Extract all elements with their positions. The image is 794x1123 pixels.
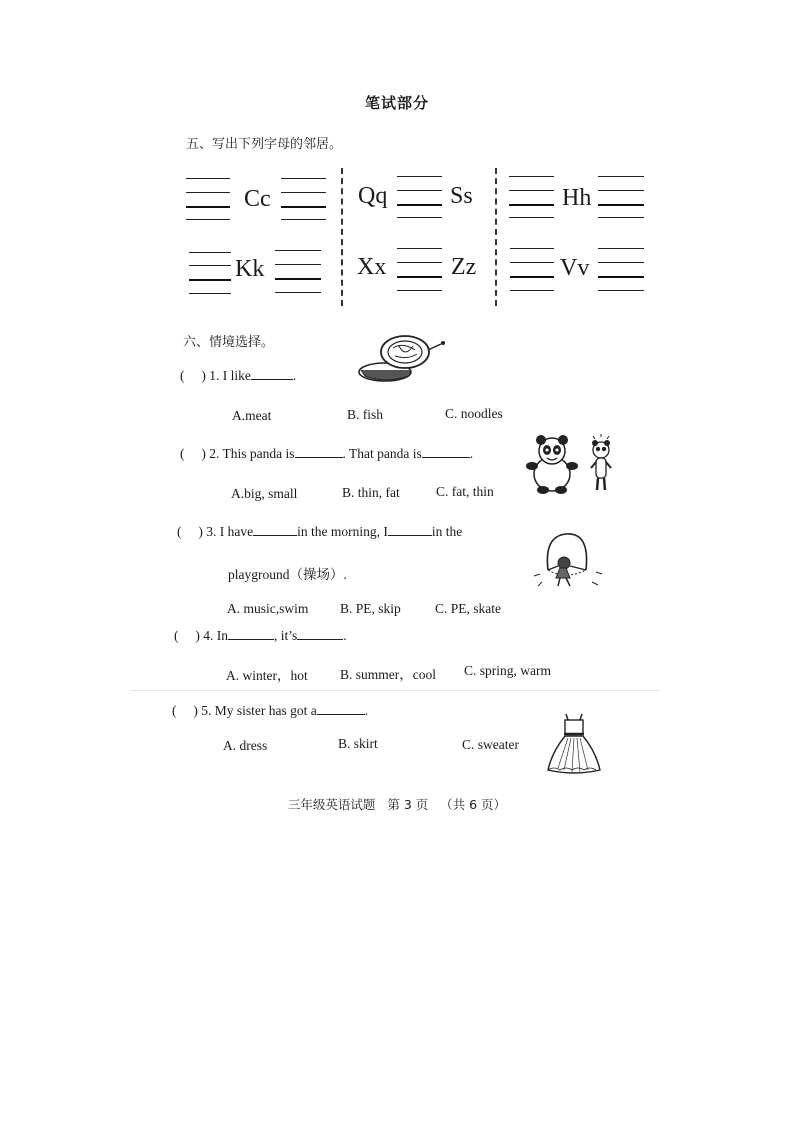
blank[interactable]	[295, 446, 343, 458]
blank[interactable]	[251, 368, 293, 380]
answer-bracket[interactable]: ( )	[180, 368, 206, 383]
question-5: ( ) 5. My sister has got a .	[172, 703, 369, 718]
blank[interactable]	[253, 524, 297, 536]
option-a[interactable]: A.big, small	[231, 486, 298, 501]
question-4: ( ) 4. In , it’s .	[174, 628, 347, 643]
column-separator	[341, 168, 343, 306]
question-2: ( ) 2. This panda is . That panda is .	[180, 446, 474, 461]
letter-hh: Hh	[562, 185, 592, 211]
option-c[interactable]: C. fat, thin	[436, 484, 494, 499]
section-5-heading: 五、写出下列字母的邻居。	[186, 137, 343, 152]
question-3-line-2: playground（操场）.	[228, 567, 347, 582]
divider	[130, 690, 660, 691]
blank[interactable]	[422, 446, 470, 458]
pandas-illustration	[525, 434, 617, 496]
option-c[interactable]: C. noodles	[445, 406, 503, 421]
blank[interactable]	[388, 524, 432, 536]
jump-rope-illustration	[530, 530, 608, 592]
page-title: 笔试部分	[364, 94, 429, 112]
option-a[interactable]: A. winter，hot	[226, 668, 308, 683]
letter-qq: Qq	[358, 183, 388, 209]
blank[interactable]	[228, 628, 274, 640]
option-b[interactable]: B. summer，cool	[340, 667, 436, 682]
page-footer: 三年级英语试题 第 3 页 （共 6 页）	[287, 797, 507, 812]
letter-kk: Kk	[235, 256, 265, 282]
letter-ss: Ss	[450, 183, 473, 209]
letter-cc: Cc	[244, 186, 271, 212]
option-a[interactable]: A. music,swim	[227, 601, 309, 616]
option-a[interactable]: A. dress	[223, 738, 268, 753]
question-1: ( ) 1. I like .	[180, 368, 297, 383]
question-3: ( ) 3. I have in the morning, I in the	[177, 524, 463, 539]
option-c[interactable]: C. sweater	[462, 737, 519, 752]
letter-xx: Xx	[357, 254, 387, 280]
option-b[interactable]: B. fish	[347, 407, 384, 422]
option-b[interactable]: B. PE, skip	[340, 601, 401, 616]
answer-bracket[interactable]: ( )	[180, 446, 206, 461]
letter-vv: Vv	[560, 255, 590, 281]
meat-illustration	[355, 332, 450, 384]
option-a[interactable]: A.meat	[232, 408, 272, 423]
option-c[interactable]: C. PE, skate	[435, 601, 501, 616]
column-separator	[495, 168, 497, 306]
letter-zz: Zz	[451, 254, 477, 280]
section-6-heading: 六、情境选择。	[183, 335, 275, 350]
blank[interactable]	[297, 628, 343, 640]
answer-bracket[interactable]: ( )	[174, 628, 200, 643]
dress-illustration	[546, 712, 602, 774]
blank[interactable]	[317, 703, 365, 715]
option-c[interactable]: C. spring, warm	[464, 663, 551, 678]
answer-bracket[interactable]: ( )	[172, 703, 198, 718]
option-b[interactable]: B. thin, fat	[342, 485, 400, 500]
option-b[interactable]: B. skirt	[338, 736, 378, 751]
answer-bracket[interactable]: ( )	[177, 524, 203, 539]
